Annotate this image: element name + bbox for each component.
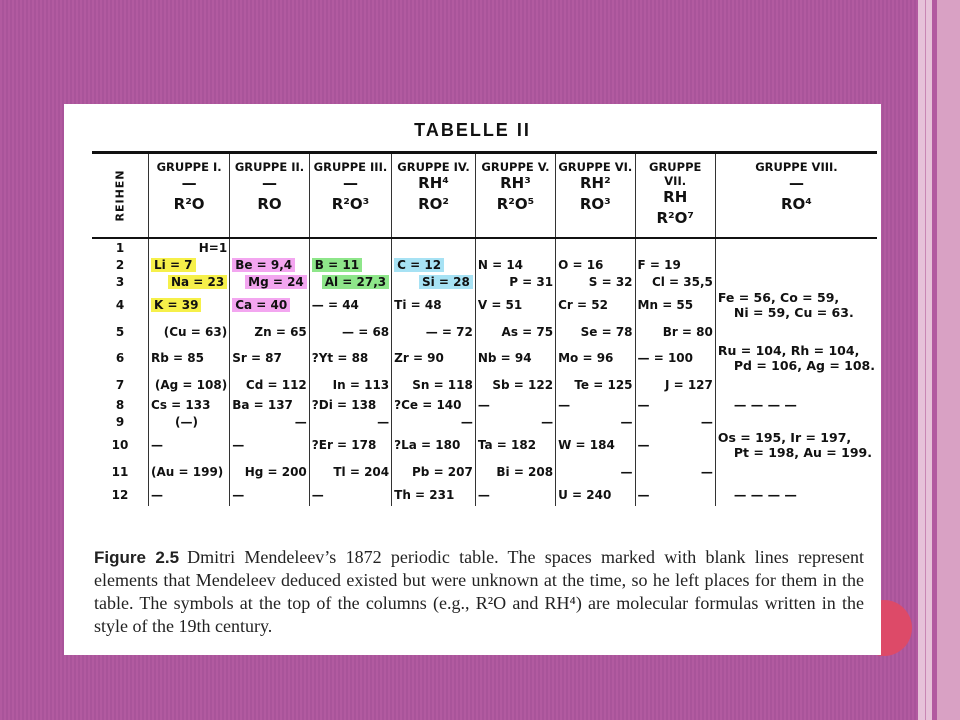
table-header-row [92,153,877,239]
element-cell: (Cu = 63) [149,320,230,343]
group-header-5: GRUPPE V. RH³ R²O⁵ [475,153,555,239]
group-header-7: GRUPPE VII. RH R²O⁷ [635,153,715,239]
table-row: 8 Cs = 133 Ba = 137 ?Di = 138 ?Ce = 140 — — — — — — — [92,396,877,413]
element-cell: Cd = 112 [230,373,310,396]
element-cell: Mg = 24 [230,273,310,290]
element-cell [392,238,476,256]
element-cell: Cr = 52 [556,290,635,320]
element-cell: — [635,460,715,483]
element-cell: — [635,396,715,413]
right-border-line [925,0,926,720]
element-cell: Nb = 94 [475,343,555,373]
reihen-header: REIHEN [92,153,149,239]
element-cell: H=1 [149,238,230,256]
element-cell: — [230,413,310,430]
element-cell: Ba = 137 [230,396,310,413]
element-cell: Bi = 208 [475,460,555,483]
element-cell: — = 72 [392,320,476,343]
element-cell: Si = 28 [392,273,476,290]
element-cell [715,256,877,273]
element-cell: Na = 23 [149,273,230,290]
element-cell: — — — — [715,396,877,413]
element-cell: O = 16 [556,256,635,273]
element-cell: Zr = 90 [392,343,476,373]
group-header-6: GRUPPE VI. RH² RO³ [556,153,635,239]
element-cell: Ta = 182 [475,430,555,460]
element-cell: — — — — [715,483,877,506]
element-cell: ?La = 180 [392,430,476,460]
element-cell: Be = 9,4 [230,256,310,273]
element-cell: Mo = 96 [556,343,635,373]
element-cell: Se = 78 [556,320,635,343]
element-cell: ?Ce = 140 [392,396,476,413]
element-cell: Zn = 65 [230,320,310,343]
group-header-3: GRUPPE III. — R²O³ [309,153,391,239]
element-cell: U = 240 [556,483,635,506]
caption-text: Dmitri Mendeleev’s 1872 periodic table. The spaces marked with blank lines represent elements that Mendeleev deduced existed but were unknown at the time, so he left places for them in the table. The symbols at the top of the columns (e.g., R²O and RH⁴) are molecular formulas written in the style of the 19th century. [94,547,864,636]
element-cell: Hg = 200 [230,460,310,483]
element-cell [715,460,877,483]
element-cell: Th = 231 [392,483,476,506]
element-cell: — [230,430,310,460]
element-cell: ?Yt = 88 [309,343,391,373]
table-row: 7 (Ag = 108) Cd = 112 In = 113 Sn = 118 Sb = 122 Te = 125 J = 127 [92,373,877,396]
table-row: 5 (Cu = 63) Zn = 65 — = 68 — = 72 As = 75 Se = 78 Br = 80 [92,320,877,343]
element-cell [475,238,555,256]
element-cell: Cl = 35,5 [635,273,715,290]
element-cell: — [475,396,555,413]
element-cell: In = 113 [309,373,391,396]
element-cell: Mn = 55 [635,290,715,320]
element-cell: Fe = 56, Co = 59, Ni = 59, Cu = 63. [715,290,877,320]
element-cell: — = 100 [635,343,715,373]
table-row: 1 H=1 [92,238,877,256]
group-header-4: GRUPPE IV. RH⁴ RO² [392,153,476,239]
element-cell: Ti = 48 [392,290,476,320]
element-cell: — [230,483,310,506]
element-cell: — [635,413,715,430]
element-cell: — [149,430,230,460]
element-cell: — [635,430,715,460]
element-cell: — [149,483,230,506]
element-cell: — [475,413,555,430]
element-cell: — = 44 [309,290,391,320]
element-cell: Tl = 204 [309,460,391,483]
element-cell: Pb = 207 [392,460,476,483]
element-cell [556,238,635,256]
element-cell: Rb = 85 [149,343,230,373]
element-cell [715,273,877,290]
table-row: 4 K = 39 Ca = 40 — = 44 Ti = 48 V = 51 Cr = 52 Mn = 55 Fe = 56, Co = 59, Ni = 59, Cu = 63. [92,290,877,320]
element-cell: Br = 80 [635,320,715,343]
element-cell: Sn = 118 [392,373,476,396]
group-header-1: GRUPPE I. — R²O [149,153,230,239]
element-cell: ?Er = 178 [309,430,391,460]
element-cell: F = 19 [635,256,715,273]
element-cell: B = 11 [309,256,391,273]
figure-caption [94,546,864,638]
right-border-outer [937,0,960,720]
element-cell: — [635,483,715,506]
element-cell [715,373,877,396]
element-cell: (Au = 199) [149,460,230,483]
element-cell: — [392,413,476,430]
table-row: 11 (Au = 199) Hg = 200 Tl = 204 Pb = 207 Bi = 208 — — [92,460,877,483]
element-cell: As = 75 [475,320,555,343]
element-cell: — [309,413,391,430]
element-cell: — [475,483,555,506]
element-cell: (Ag = 108) [149,373,230,396]
element-cell: Ru = 104, Rh = 104, Pd = 106, Ag = 108. [715,343,877,373]
element-cell: (—) [149,413,230,430]
table-row: 3 Na = 23 Mg = 24 Al = 27,3 Si = 28 P = 31 S = 32 Cl = 35,5 [92,273,877,290]
element-cell: W = 184 [556,430,635,460]
element-cell: Os = 195, Ir = 197, Pt = 198, Au = 199. [715,430,877,460]
element-cell: Sb = 122 [475,373,555,396]
element-cell: Te = 125 [556,373,635,396]
element-cell: C = 12 [392,256,476,273]
element-cell: ?Di = 138 [309,396,391,413]
element-cell [715,238,877,256]
element-cell: S = 32 [556,273,635,290]
element-cell [635,238,715,256]
element-cell: Cs = 133 [149,396,230,413]
figure-label: Figure 2.5 [94,548,180,567]
element-cell: — = 68 [309,320,391,343]
table-row: 10 — — ?Er = 178 ?La = 180 Ta = 182 W = 184 — Os = 195, Ir = 197, Pt = 198, Au = 199. [92,430,877,460]
periodic-table [92,151,877,506]
table-row: 12 — — — Th = 231 — U = 240 — — — — — [92,483,877,506]
table-row: 2 Li = 7 Be = 9,4 B = 11 C = 12 N = 14 O = 16 F = 19 [92,256,877,273]
figure-panel [64,104,881,655]
element-cell: Ca = 40 [230,290,310,320]
element-cell: Al = 27,3 [309,273,391,290]
group-header-2: GRUPPE II. — RO [230,153,310,239]
table-row: 6 Rb = 85 Sr = 87 ?Yt = 88 Zr = 90 Nb = 94 Mo = 96 — = 100 Ru = 104, Rh = 104, Pd = 106, Ag = 108. [115,343,875,373]
element-cell: — [556,460,635,483]
element-cell [715,320,877,343]
element-cell: V = 51 [475,290,555,320]
element-cell: N = 14 [475,256,555,273]
element-cell [230,238,310,256]
table-title: TABELLE II [414,120,531,140]
element-cell: Sr = 87 [230,343,310,373]
element-cell [309,238,391,256]
element-cell: K = 39 [149,290,230,320]
table-row: 9 (—) — — — — — — [92,413,877,430]
element-cell: — [556,413,635,430]
element-cell: P = 31 [475,273,555,290]
group-header-8: GRUPPE VIII. — RO⁴ [715,153,877,239]
element-cell: — [309,483,391,506]
element-cell: J = 127 [635,373,715,396]
element-cell [715,413,877,430]
element-cell: Li = 7 [149,256,230,273]
element-cell: — [556,396,635,413]
